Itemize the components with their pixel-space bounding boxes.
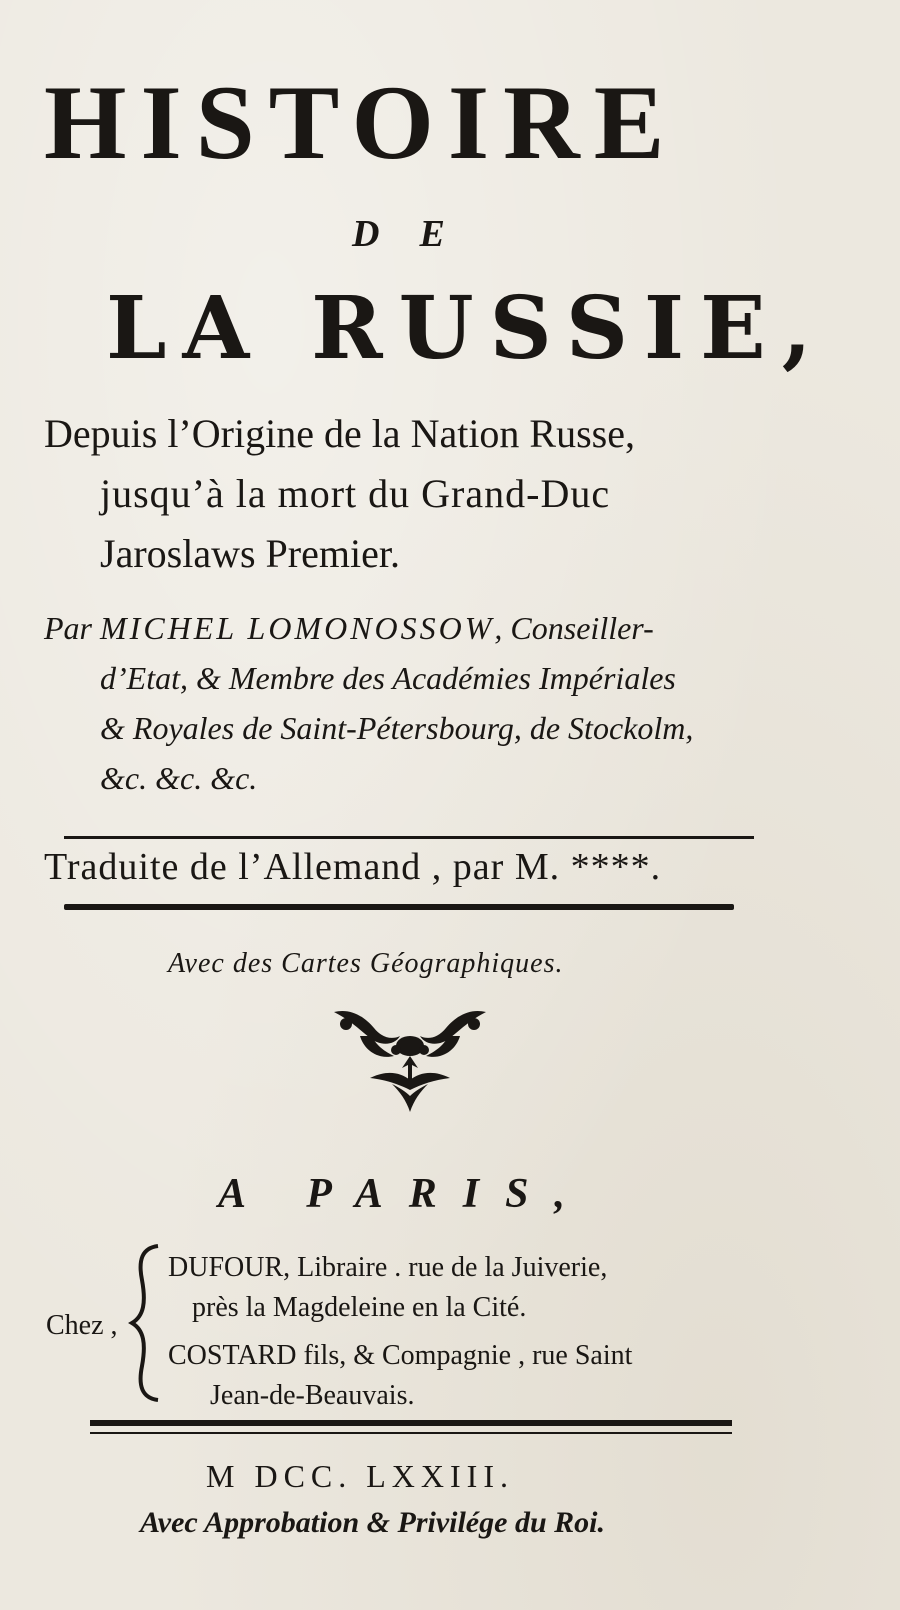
title-histoire: HISTOIRE xyxy=(44,64,679,181)
title-la-russie: LA RUSSIE, xyxy=(106,278,828,379)
publisher-2-line-2: Jean-de-Beauvais. xyxy=(210,1380,415,1411)
author-line-4: &c. &c. &c. xyxy=(100,760,258,796)
subtitle-line-2: jusqu’à la mort du Grand-Duc xyxy=(100,471,611,516)
subtitle-line-3: Jaroslaws Premier. xyxy=(100,531,400,576)
author-prefix: Par xyxy=(44,610,92,646)
place-paris: A PARIS, xyxy=(218,1171,591,1217)
subtitle-line-1: Depuis l’Origine de la Nation Russe, xyxy=(44,411,635,456)
rule-top xyxy=(64,836,754,839)
author-title: , Conseiller- xyxy=(494,610,654,646)
publisher-1-line-1: DUFOUR, Libraire . rue de la Juiverie, xyxy=(168,1252,608,1283)
publisher-2-line-1: COSTARD fils, & Compagnie , rue Saint xyxy=(168,1340,633,1371)
publisher-1-line-2: près la Magdeleine en la Cité. xyxy=(192,1292,527,1323)
title-de: DE xyxy=(352,213,485,255)
brace-icon xyxy=(128,1244,164,1402)
rule-thick xyxy=(90,1420,732,1426)
author-name: MICHEL LOMONOSSOW xyxy=(100,610,495,646)
publication-year: M DCC. LXXIII. xyxy=(206,1458,514,1494)
author-line-2: d’Etat, & Membre des Académies Impériales xyxy=(100,660,676,696)
rule-bottom xyxy=(64,904,734,910)
rule-thin xyxy=(90,1432,732,1434)
privilege-line: Avec Approbation & Privilége du Roi. xyxy=(140,1506,605,1539)
maps-note: Avec des Cartes Géographiques. xyxy=(168,948,564,979)
chez-label: Chez , xyxy=(46,1310,118,1341)
translation-line: Traduite de l’Allemand , par M. ****. xyxy=(44,846,662,888)
author-line-1 xyxy=(44,612,654,644)
author-line-3: & Royales de Saint-Pétersbourg, de Stockolm, xyxy=(100,710,694,746)
fleuron-ornament-icon xyxy=(330,1006,490,1116)
